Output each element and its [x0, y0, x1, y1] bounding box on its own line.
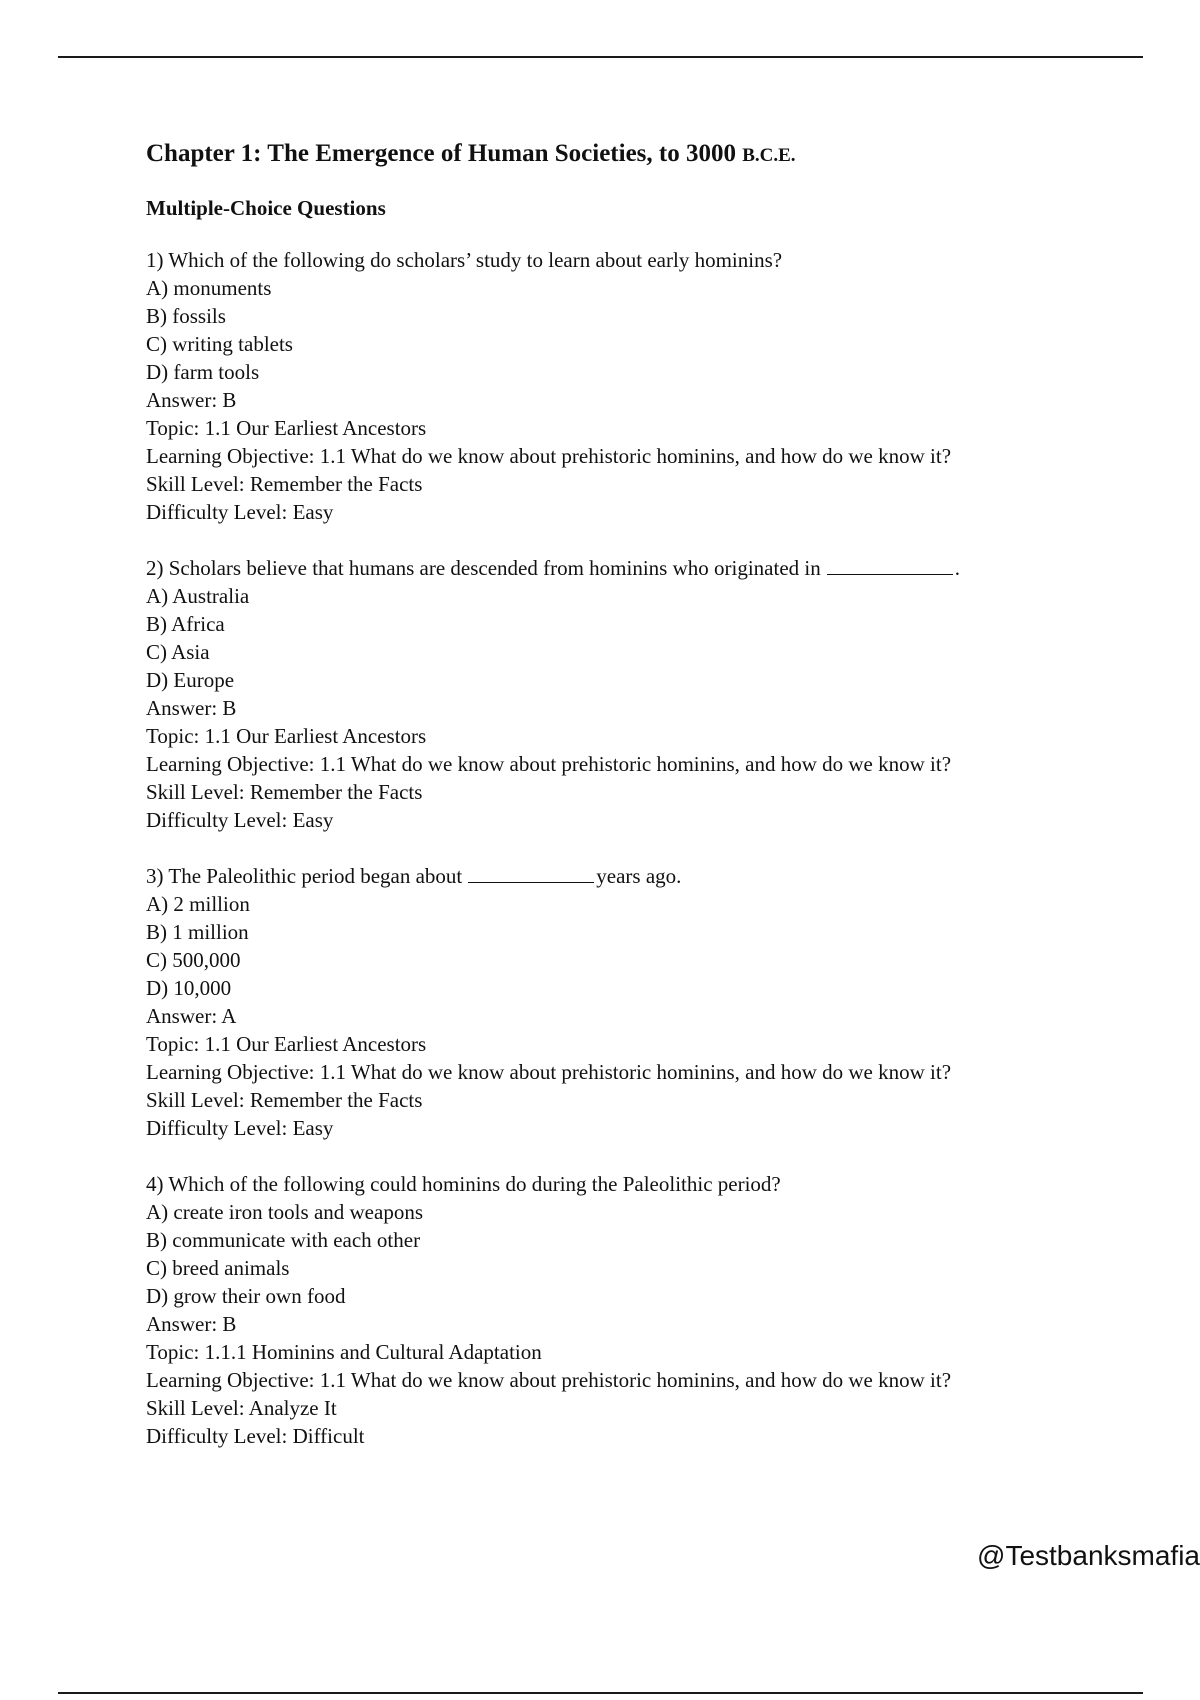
question-stem-after: .	[954, 556, 960, 580]
question-stem-after: years ago.	[596, 864, 682, 888]
question-stem-before: 2) Scholars believe that humans are descended from hominins who originated in	[146, 556, 821, 580]
learning-objective: Learning Objective: 1.1 What do we know about prehistoric hominins, and how do we know it?	[146, 444, 952, 468]
option-d: D) farm tools	[146, 360, 260, 384]
fill-in-blank	[827, 556, 953, 575]
question-stem-before: 3) The Paleolithic period began about	[146, 864, 463, 888]
answer: Answer: B	[146, 696, 237, 720]
top-rule	[58, 56, 1143, 58]
learning-objective: Learning Objective: 1.1 What do we know about prehistoric hominins, and how do we know it?	[146, 752, 952, 776]
difficulty-level: Difficulty Level: Easy	[146, 500, 334, 524]
bottom-rule	[58, 1692, 1143, 1694]
skill-level: Skill Level: Remember the Facts	[146, 780, 423, 804]
difficulty-level: Difficulty Level: Difficult	[146, 1424, 365, 1448]
chapter-title-era: B.C.E.	[742, 145, 796, 166]
skill-level: Skill Level: Analyze It	[146, 1396, 337, 1420]
option-c: C) 500,000	[146, 948, 241, 972]
answer: Answer: B	[146, 388, 237, 412]
document-body	[146, 136, 1146, 1450]
question-stem: 4) Which of the following could hominins do during the Paleolithic period?	[146, 1172, 781, 1196]
option-c: C) writing tablets	[146, 332, 293, 356]
question-stem	[146, 862, 1146, 890]
question-stem	[146, 554, 1146, 582]
difficulty-level: Difficulty Level: Easy	[146, 808, 334, 832]
question-1	[146, 246, 1146, 526]
option-b: B) fossils	[146, 304, 226, 328]
option-a: A) monuments	[146, 276, 272, 300]
option-b: B) Africa	[146, 612, 225, 636]
answer: Answer: A	[146, 1004, 237, 1028]
question-3	[146, 862, 1146, 1142]
option-a: A) Australia	[146, 584, 250, 608]
question-2	[146, 554, 1146, 834]
section-title: Multiple-Choice Questions	[146, 196, 386, 220]
question-4	[146, 1170, 1146, 1450]
answer: Answer: B	[146, 1312, 237, 1336]
option-a: A) create iron tools and weapons	[146, 1200, 423, 1224]
question-stem: 1) Which of the following do scholars’ study to learn about early hominins?	[146, 248, 783, 272]
option-b: B) 1 million	[146, 920, 249, 944]
fill-in-blank	[468, 864, 594, 883]
topic: Topic: 1.1 Our Earliest Ancestors	[146, 724, 427, 748]
option-b: B) communicate with each other	[146, 1228, 421, 1252]
learning-objective: Learning Objective: 1.1 What do we know about prehistoric hominins, and how do we know it?	[146, 1368, 952, 1392]
option-c: C) Asia	[146, 640, 210, 664]
option-d: D) Europe	[146, 668, 235, 692]
option-d: D) grow their own food	[146, 1284, 346, 1308]
option-a: A) 2 million	[146, 892, 250, 916]
topic: Topic: 1.1.1 Hominins and Cultural Adaptation	[146, 1340, 542, 1364]
skill-level: Skill Level: Remember the Facts	[146, 1088, 423, 1112]
learning-objective: Learning Objective: 1.1 What do we know about prehistoric hominins, and how do we know it?	[146, 1060, 952, 1084]
chapter-title	[146, 136, 1146, 174]
chapter-title-main: Chapter 1: The Emergence of Human Societies, to 3000	[146, 140, 736, 167]
topic: Topic: 1.1 Our Earliest Ancestors	[146, 1032, 427, 1056]
difficulty-level: Difficulty Level: Easy	[146, 1116, 334, 1140]
option-c: C) breed animals	[146, 1256, 290, 1280]
option-d: D) 10,000	[146, 976, 232, 1000]
question-list	[146, 246, 1146, 1450]
topic: Topic: 1.1 Our Earliest Ancestors	[146, 416, 427, 440]
watermark-text: @Testbanksmafia	[977, 1540, 1200, 1571]
skill-level: Skill Level: Remember the Facts	[146, 472, 423, 496]
